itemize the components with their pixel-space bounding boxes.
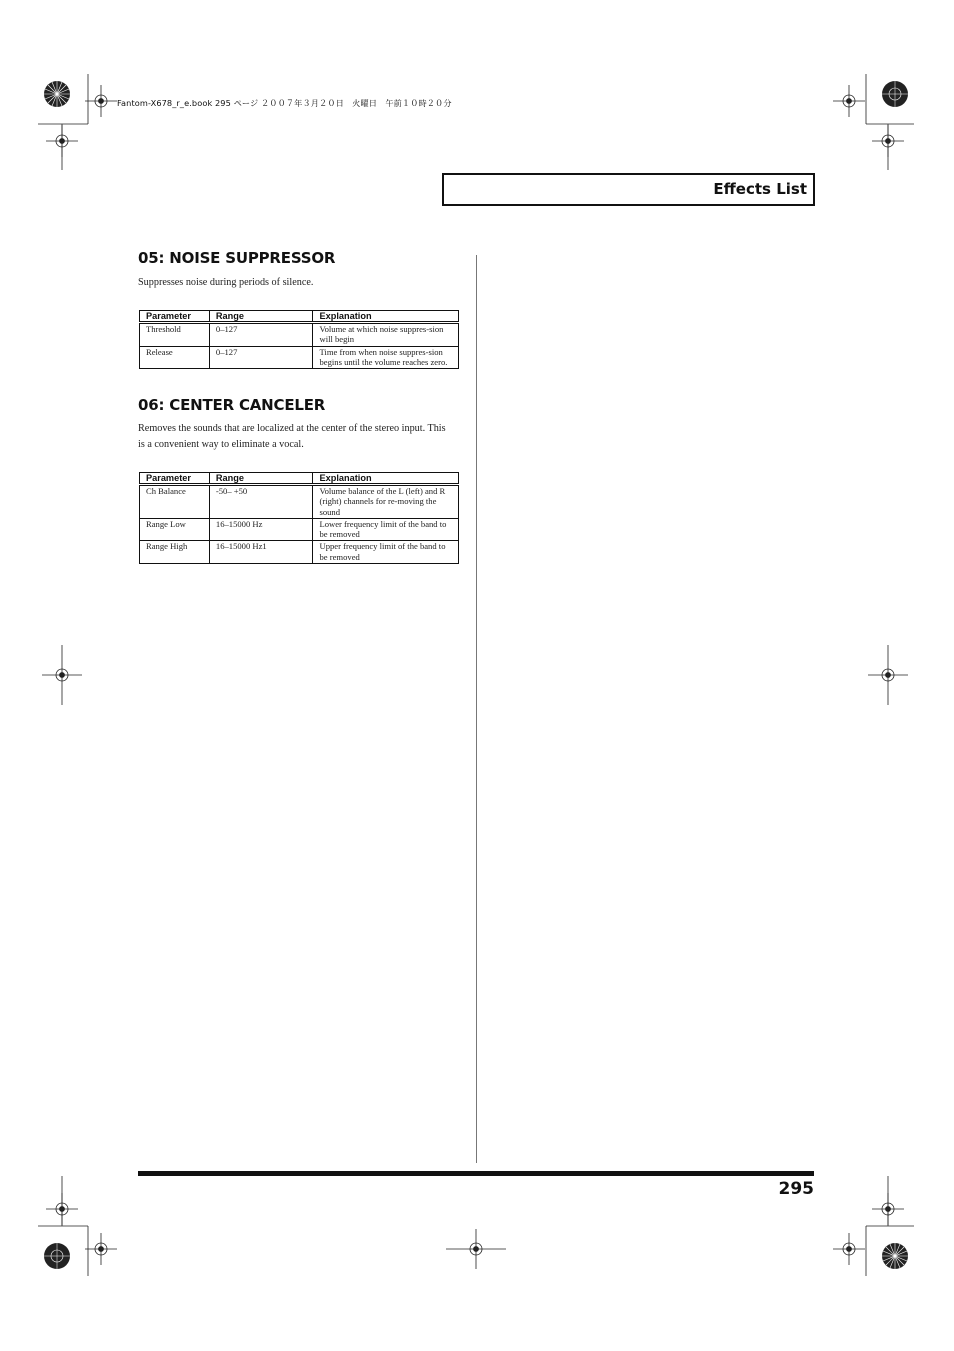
range-cell: 16–15000 Hz1: [209, 541, 313, 564]
explanation-cell: Upper frequency limit of the band to be removed: [313, 541, 459, 564]
parameter-cell: Range High: [140, 541, 210, 564]
explanation-cell: Volume at which noise suppres-sion will begin: [313, 323, 459, 347]
table-header-row: [140, 311, 459, 323]
column-header: Parameter: [140, 473, 210, 485]
parameter-cell: Release: [140, 346, 210, 369]
section-header: [442, 173, 815, 206]
table-row: [140, 346, 459, 369]
column-divider: [476, 255, 477, 1163]
parameter-table: [139, 472, 459, 564]
effect-description: Removes the sounds that are localized at the center of the stereo input. This is a convenient way to eliminate a vocal.: [138, 423, 446, 450]
column-header: Range: [209, 473, 313, 485]
column-header: Explanation: [313, 311, 459, 323]
table-row: [140, 541, 459, 564]
range-cell: 0–127: [209, 346, 313, 369]
effect-description: Suppresses noise during periods of silence.: [138, 277, 314, 288]
table-row: [140, 323, 459, 347]
footer-rule: [138, 1171, 814, 1176]
column-header: Range: [209, 311, 313, 323]
parameter-cell: Range Low: [140, 518, 210, 541]
effect-heading: 06: CENTER CANCELER: [138, 396, 326, 414]
page-number: 295: [778, 1179, 814, 1199]
column-header: Explanation: [313, 473, 459, 485]
column-header: Parameter: [140, 311, 210, 323]
range-cell: 0–127: [209, 323, 313, 347]
table-row: [140, 518, 459, 541]
parameter-cell: Ch Balance: [140, 485, 210, 519]
range-cell: -50– +50: [209, 485, 313, 519]
parameter-cell: Threshold: [140, 323, 210, 347]
parameter-table: [139, 310, 459, 369]
section-title: Effects List: [713, 180, 807, 198]
explanation-cell: Volume balance of the L (left) and R (right) channels for re-moving the sound: [313, 485, 459, 519]
explanation-cell: Time from when noise suppres-sion begins until the volume reaches zero.: [313, 346, 459, 369]
range-cell: 16–15000 Hz: [209, 518, 313, 541]
table-row: [140, 485, 459, 519]
print-header: Fantom-X678_r_e.book 295 ページ ２００７年３月２０日 火曜日 午前１０時２０分: [117, 98, 452, 108]
explanation-cell: Lower frequency limit of the band to be removed: [313, 518, 459, 541]
table-header-row: [140, 473, 459, 485]
effect-heading: 05: NOISE SUPPRESSOR: [138, 249, 336, 267]
